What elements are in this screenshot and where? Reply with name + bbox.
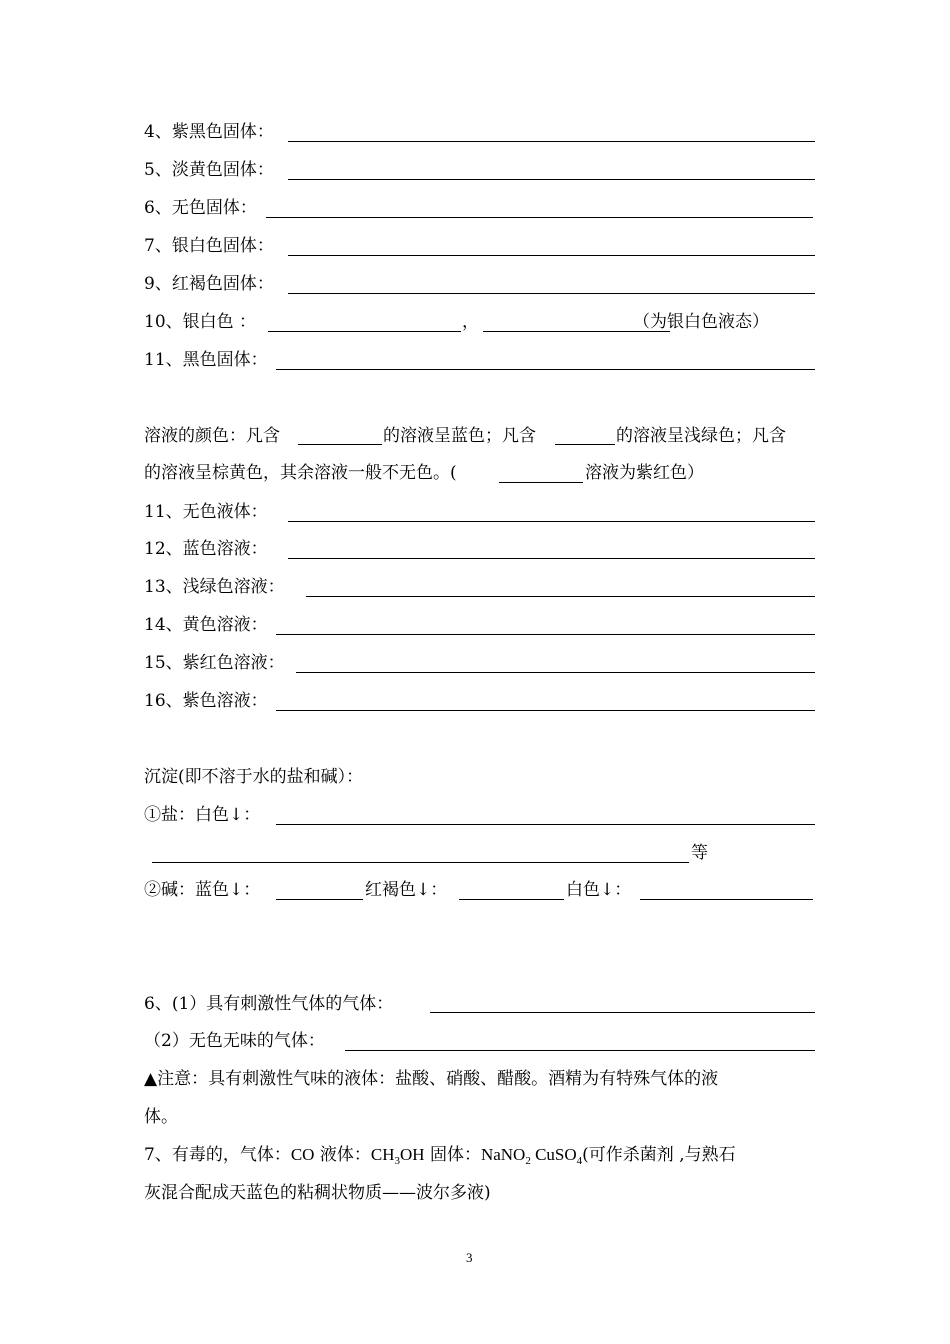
etc-label: 等: [691, 843, 708, 863]
blank-green-ion[interactable]: [555, 444, 615, 445]
blank-white-salt-2[interactable]: [152, 862, 689, 863]
blank-blue-ion[interactable]: [298, 444, 382, 445]
blank-purple-red-solution[interactable]: [499, 482, 583, 483]
blank-blue-solution[interactable]: [288, 558, 815, 559]
blank-colorless-solid[interactable]: [266, 217, 813, 218]
blank-irritating-gas[interactable]: [430, 1012, 815, 1013]
toxic-substances-line: 7、有毒的，气体：CO 液体：$CH_3OH$ 固体：NaNO$_2$ CuSO$_4$(可作杀菌剂 ,与熟石: [144, 1145, 736, 1167]
row-silver-white: 10、银白色 ：: [144, 312, 257, 332]
red-brown-precipitate-label: 红褐色↓：: [365, 880, 448, 900]
row-red-brown-solid: 9、红褐色固体：: [144, 274, 274, 294]
solution-color-text-1: 溶液的颜色：凡含: [144, 426, 280, 446]
blank-red-brown-solid[interactable]: [288, 293, 815, 294]
blank-white-base[interactable]: [640, 899, 813, 900]
solution-color-text-5: 溶液为紫红色）: [585, 463, 704, 483]
row-purple-solution: 16、紫色溶液：: [144, 691, 268, 711]
blank-silver-white-solid[interactable]: [288, 255, 815, 256]
blank-black-solid[interactable]: [276, 369, 815, 370]
row-purple-red-solution: 15、紫红色溶液：: [144, 653, 285, 673]
comma: ，: [462, 312, 479, 332]
blank-odorless-gas[interactable]: [345, 1050, 815, 1051]
blank-pale-yellow-solid[interactable]: [288, 179, 815, 180]
blank-purple-black-solid[interactable]: [288, 141, 815, 142]
row-colorless-liquid: 11、无色液体：: [144, 502, 268, 522]
row-yellow-solution: 14、黄色溶液：: [144, 615, 268, 635]
row-light-green-solution: 13、浅绿色溶液：: [144, 577, 285, 597]
blank-white-salt-1[interactable]: [276, 824, 815, 825]
precipitate-heading: 沉淀(即不溶于水的盐和碱）：: [144, 767, 364, 787]
row-white-salt-precipitate: ①盐：白色↓：: [144, 805, 261, 825]
row-odorless-gas: （2）无色无味的气体：: [144, 1031, 325, 1051]
white-precipitate-label: 白色↓：: [566, 880, 632, 900]
blank-purple-red-solution-row[interactable]: [296, 672, 815, 673]
note-irritating-liquids-cont: 体。: [144, 1107, 178, 1127]
row-blue-solution: 12、蓝色溶液：: [144, 539, 268, 559]
row-base-blue-precipitate: ②碱：蓝色↓：: [144, 880, 261, 900]
note-irritating-liquids: ▲注意：具有刺激性气味的液体：盐酸、硝酸、醋酸。酒精为有特殊气体的液: [144, 1069, 719, 1089]
row-black-solid: 11、黑色固体：: [144, 350, 268, 370]
blank-silver-white-1[interactable]: [268, 331, 461, 332]
silver-liquid-note: （为银白色液态）: [633, 312, 769, 332]
row-irritating-gas: 6、(1）具有刺激性气体的气体：: [144, 994, 394, 1014]
row-colorless-solid: 6、无色固体：: [144, 198, 257, 218]
blank-light-green-solution[interactable]: [306, 596, 815, 597]
row-pale-yellow-solid: 5、淡黄色固体：: [144, 160, 274, 180]
blank-colorless-liquid[interactable]: [288, 521, 815, 522]
blank-red-brown-base[interactable]: [459, 899, 564, 900]
solution-color-text-3: 的溶液呈浅绿色；凡含: [616, 426, 786, 446]
blank-purple-solution[interactable]: [276, 710, 815, 711]
row-silver-white-solid: 7、银白色固体：: [144, 236, 274, 256]
blank-blue-base[interactable]: [276, 899, 363, 900]
solution-color-text-4: 的溶液呈棕黄色，其余溶液一般不无色。(: [144, 463, 457, 483]
row-purple-black-solid: 4、紫黑色固体：: [144, 122, 274, 142]
blank-yellow-solution[interactable]: [276, 634, 815, 635]
page-number: 3: [466, 1250, 473, 1265]
bordeaux-mixture-note: 灰混合配成天蓝色的粘稠状物质——波尔多液): [144, 1183, 491, 1203]
solution-color-text-2: 的溶液呈蓝色；凡含: [383, 426, 536, 446]
